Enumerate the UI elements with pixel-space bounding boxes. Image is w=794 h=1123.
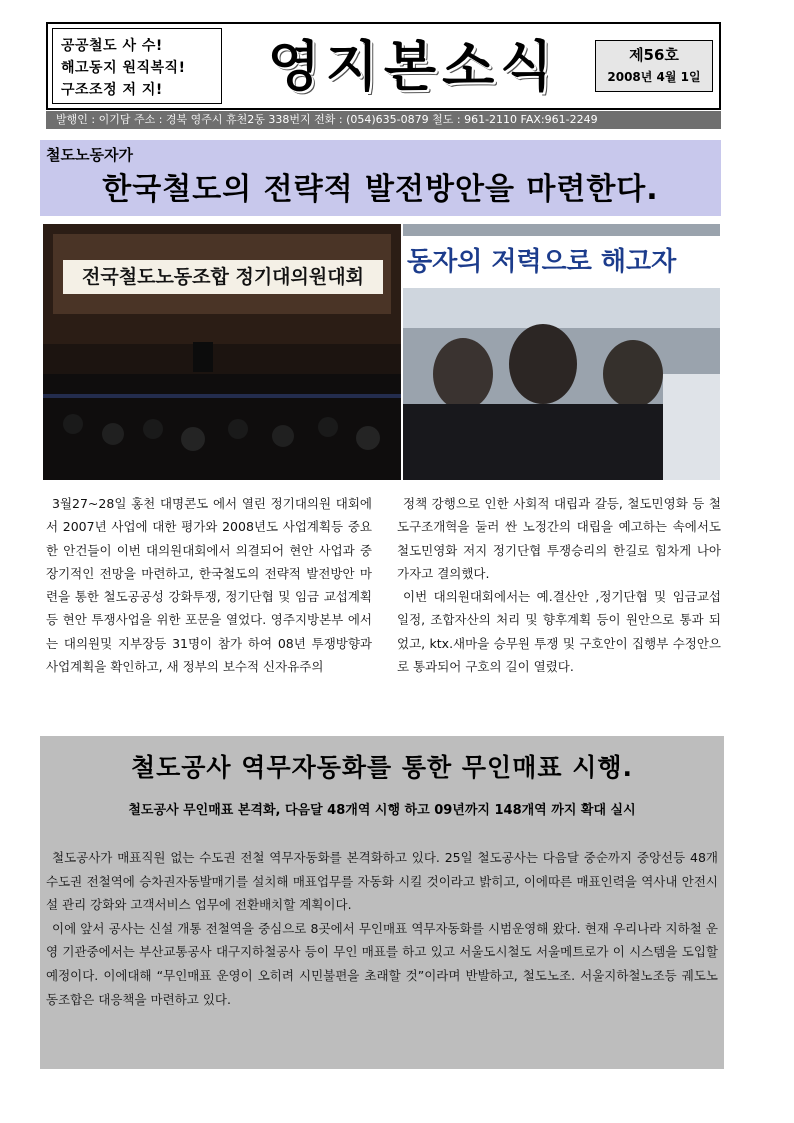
newsletter-title: 영지본소식 bbox=[267, 35, 559, 98]
article2-headline: 철도공사 역무자동화를 통한 무인매표 시행. bbox=[130, 753, 633, 782]
article1-kicker: 철도노동자가 bbox=[46, 146, 133, 164]
slogan-line: 구조조정 저 지! bbox=[61, 82, 163, 98]
hall-banner-text: 전국철도노동조합 정기대의원대회 bbox=[63, 260, 383, 294]
article2-box bbox=[40, 736, 724, 1069]
article2-subhead: 철도공사 무인매표 본격화, 다음달 48개역 시행 하고 09년까지 148개역 까지 확대 실시 bbox=[128, 803, 636, 818]
delegates-banner-text: 동자의 저력으로 해고자 bbox=[403, 236, 720, 288]
article2-paragraph: 이에 앞서 공사는 신설 개통 전철역을 중심으로 8곳에서 무인매표 역무자동화를 시범운영해 왔다. 현재 우리나라 지하철 운영 기관중에서는 부산교통공사 대구지하철공사 등이 무인 매표를 하고 있고 서울도시철도 서울메트로가 이 시스템을 도입할 예정이다. 이에대해 “무인매표 운영이 오히려 시민불편을 초래할 것”이라며 반발하고, 철도노조. 서울지하철노조등 궤도노동조합은 대응책을 마련하고 있다. bbox=[46, 920, 718, 1007]
article1-paragraph: 정책 강행으로 인한 사회적 대립과 갈등, 철도민영화 등 철도구조개혁을 둘러 싼 노정간의 대립을 예고하는 속에서도 철도민영화 저지 정기단협 투쟁승리의 한길로 힘차게 나아 가자고 결의했다. bbox=[397, 496, 721, 581]
article2-body bbox=[46, 846, 718, 1011]
issue-box bbox=[595, 40, 713, 92]
article1-column-right bbox=[397, 492, 721, 678]
slogan-line: 공공철도 사 수! bbox=[61, 38, 163, 54]
article1-paragraph: 이번 대의원대회에서는 예.결산안 ,정기단협 및 임금교섭 일정, 조합자산의 처리 및 향후계획 등이 원안으로 통과 되었고, ktx.새마을 승무원 투쟁 및 구호안이 집행부 수정안으로 통과되어 구호의 길이 열렸다. bbox=[397, 589, 721, 675]
issue-date: 2008년 4월 1일 bbox=[607, 70, 701, 84]
article2-paragraph: 철도공사가 매표직원 없는 수도권 전철 역무자동화를 본격화하고 있다. 25일 철도공사는 다음달 중순까지 중앙선등 48개 수도권 전철역에 승차권자동발매기를 설치해 매표업무를 자동화 시킬 것이라고 밝히고, 이에따른 매표인력을 역사내 안전시설 관리 강화와 고객서비스 업무에 전환배치할 계획이다. bbox=[46, 850, 718, 913]
article1-headline: 한국철도의 전략적 발전방안을 마련한다. bbox=[102, 172, 659, 207]
slogan-box bbox=[52, 28, 222, 104]
slogan-line: 해고동지 원직복직! bbox=[61, 60, 186, 76]
masthead bbox=[46, 22, 721, 110]
article1-paragraph: 3월27~28일 홍천 대명콘도 에서 열린 정기대의원 대회에서 2007년 사업에 대한 평가와 2008년도 사업계획등 중요한 안건들이 이번 대의원대회에서 의결되어 현안 사업과 중장기적인 전망을 마련하고, 한국철도의 전략적 발전방안 마련을 통한 철도공공성 강화투쟁, 정기단협 및 임금 교섭계획등 현안 투쟁사업을 위한 포문을 열었다. 영주지방본부 에서는 대의원및 지부장등 31명이 참가 하여 08년 투쟁방향과 사업계획을 확인하고, 새 정부의 보수적 신자유주의 bbox=[46, 496, 372, 675]
delegates-clapping-photo bbox=[403, 224, 720, 480]
publisher-info-bar: 발행인 : 이기담 주소 : 경북 영주시 휴천2동 338번지 전화 : (054)635-0879 철도 : 961-2110 FAX:961-2249 bbox=[46, 111, 721, 129]
article1-header bbox=[40, 140, 721, 216]
convention-hall-photo bbox=[43, 224, 401, 480]
issue-number: 제56호 bbox=[629, 46, 679, 64]
article1-column-left bbox=[46, 492, 372, 678]
